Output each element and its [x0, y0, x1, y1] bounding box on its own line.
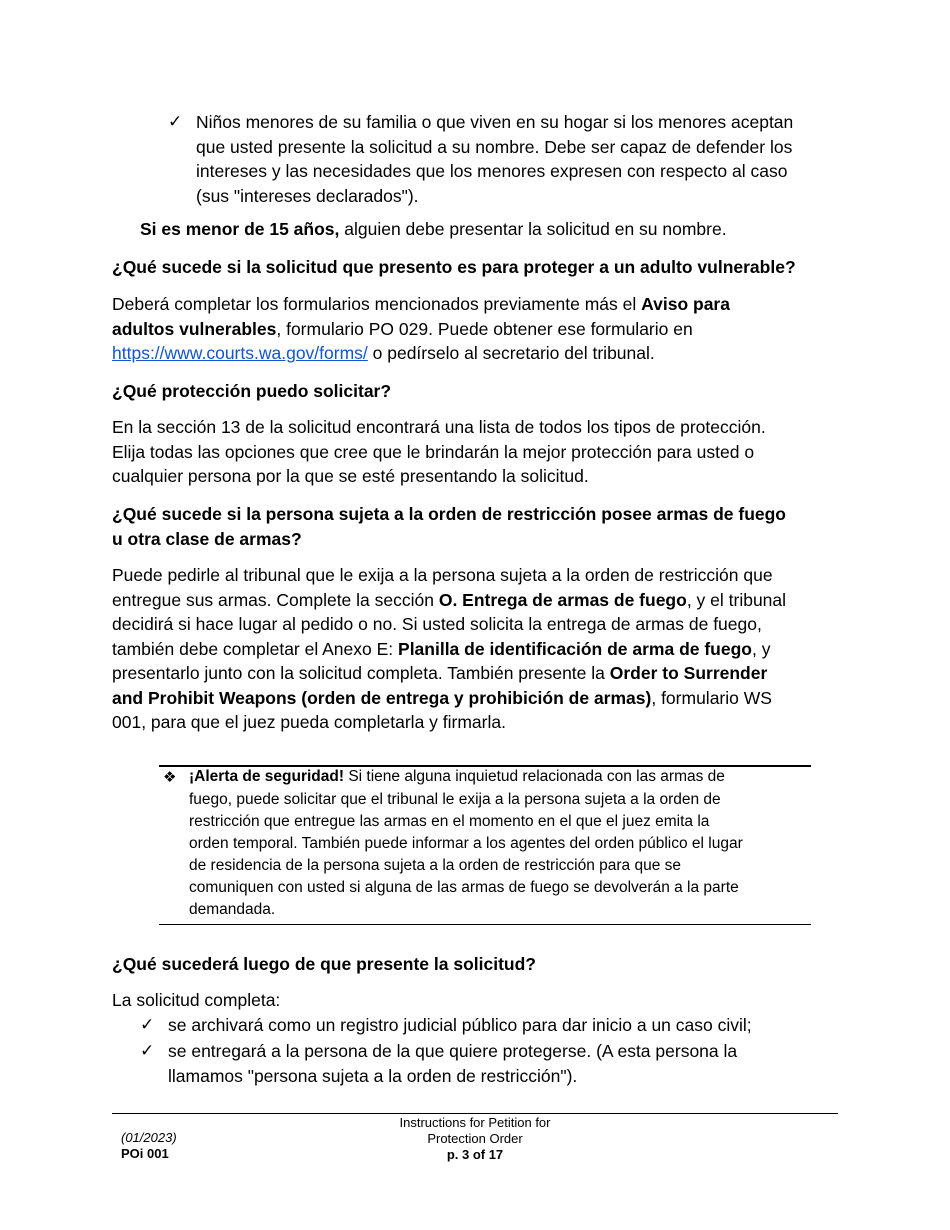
protection-line-3: cualquier persona por la que se esté presentando la solicitud.: [112, 466, 589, 486]
alert-line-7: demandada.: [189, 901, 276, 918]
checkmark-icon: ✓: [140, 1015, 155, 1035]
weapons-text: presentarlo junto con la solicitud completa. También presente la: [112, 663, 610, 683]
vulnerable-line-2: [112, 317, 693, 342]
footer-page-number: p. 3 of 17: [446, 1147, 504, 1162]
footer-title-line-1: Instructions for Petition for: [399, 1115, 551, 1130]
weapons-order-name: Order to Surrender: [609, 663, 768, 683]
vulnerable-text: o pedírselo al secretario del tribunal.: [367, 343, 655, 363]
weapons-line-1: Puede pedirle al tribunal que le exija a la persona sujeta a la orden de restricción que: [112, 565, 773, 585]
footer-title-line-2: Protection Order: [427, 1131, 523, 1146]
footer-rule: [112, 1113, 838, 1114]
alert-line-4: orden temporal. También puede informar a los agentes del orden público el lugar: [189, 835, 743, 852]
alert-title: ¡Alerta de seguridad!: [189, 768, 345, 785]
weapons-line-6: [112, 686, 772, 711]
weapons-line-3: decidirá si hace lugar al pedido o no. Si usted solicita la entrega de armas de fuego,: [112, 614, 762, 634]
bullet-children-line-2: que usted presente la solicitud a su nombre. Debe ser capaz de defender los: [196, 136, 793, 157]
heading-protection: ¿Qué protección puedo solicitar?: [112, 381, 392, 401]
alert-line-5: de residencia de la persona sujeta a la orden de restricción para que se: [189, 857, 682, 874]
heading-vulnerable-adult: ¿Qué sucede si la solicitud que presento es para proteger a un adulto vulnerable?: [112, 257, 796, 277]
under-15-rest: alguien debe presentar la solicitud en su nombre.: [339, 219, 727, 239]
protection-line-1: En la sección 13 de la solicitud encontrará una lista de todos los tipos de protección.: [112, 417, 766, 437]
under-15-paragraph: [140, 217, 727, 242]
vulnerable-form-name-cont: adultos vulnerables: [112, 318, 277, 339]
courts-forms-link[interactable]: https://www.courts.wa.gov/forms/: [112, 343, 368, 363]
alert-text: Si tiene alguna inquietud relacionada con las armas de: [344, 768, 725, 785]
weapons-line-2: [112, 588, 786, 613]
heading-next-steps: ¿Qué sucederá luego de que presente la solicitud?: [112, 954, 536, 974]
bullet-children-line-3: intereses y las necesidades que los menores expresen con respecto al caso: [196, 161, 788, 181]
weapons-line-4: [112, 637, 770, 662]
protection-line-2: Elija todas las opciones que cree que le brindarán la mejor protección para usted o: [112, 441, 755, 462]
vulnerable-text: Deberá completar los formularios mencionados previamente más el: [112, 294, 642, 314]
weapons-text: también debe completar el Anexo E:: [112, 638, 399, 659]
heading-weapons-line-2: u otra clase de armas?: [112, 528, 302, 549]
weapons-line-7: 001, para que el juez pueda completarla y firmarla.: [112, 712, 506, 732]
weapons-text: , formulario WS: [651, 687, 772, 708]
vulnerable-text: , formulario PO 029. Puede obtener ese formulario en: [276, 318, 693, 339]
alert-line-6: comuniquen con usted si alguna de las armas de fuego se devolverán a la parte: [189, 879, 739, 896]
heading-weapons-line-1: ¿Qué sucede si la persona sujeta a la orden de restricción posee armas de fuego: [112, 504, 786, 524]
weapons-section-name: O. Entrega de armas de fuego: [438, 589, 687, 610]
weapons-annex-name: Planilla de identificación de arma de fuego: [398, 638, 752, 659]
next-bullet-1: se archivará como un registro judicial público para dar inicio a un caso civil;: [168, 1015, 752, 1035]
weapons-text: , y el tribunal: [686, 589, 787, 610]
next-intro: La solicitud completa:: [112, 990, 281, 1010]
next-bullet-2-line-2: llamamos "persona sujeta a la orden de restricción").: [168, 1065, 578, 1086]
vulnerable-form-name: Aviso para: [641, 294, 730, 314]
vulnerable-line-3: [112, 341, 655, 366]
footer-form-id: POi 001: [121, 1146, 169, 1161]
footer-date: (01/2023): [121, 1130, 177, 1145]
weapons-order-name-cont: and Prohibit Weapons (orden de entrega y prohibición de armas): [112, 687, 652, 708]
weapons-text: , y: [752, 638, 771, 659]
checkmark-icon: ✓: [168, 112, 183, 132]
alert-line-1: [189, 766, 725, 788]
four-diamond-bullet-icon: ❖: [163, 768, 177, 786]
alert-line-2: fuego, puede solicitar que el tribunal le exija a la persona sujeta a la orden de: [189, 791, 721, 808]
weapons-line-5: [112, 661, 767, 686]
bullet-children-line-4: (sus "intereses declarados").: [196, 185, 419, 206]
under-15-bold: Si es menor de 15 años,: [140, 219, 340, 239]
vulnerable-line-1: [112, 292, 730, 317]
bullet-children-line-1: Niños menores de su familia o que viven en su hogar si los menores aceptan: [196, 112, 794, 132]
next-bullet-2-line-1: se entregará a la persona de la que quiere protegerse. (A esta persona la: [168, 1041, 738, 1061]
checkmark-icon: ✓: [140, 1041, 155, 1061]
weapons-text: entregue sus armas. Complete la sección: [112, 589, 439, 610]
alert-line-3: restricción que entregue las armas en el momento en el que el juez emita la: [189, 813, 710, 830]
